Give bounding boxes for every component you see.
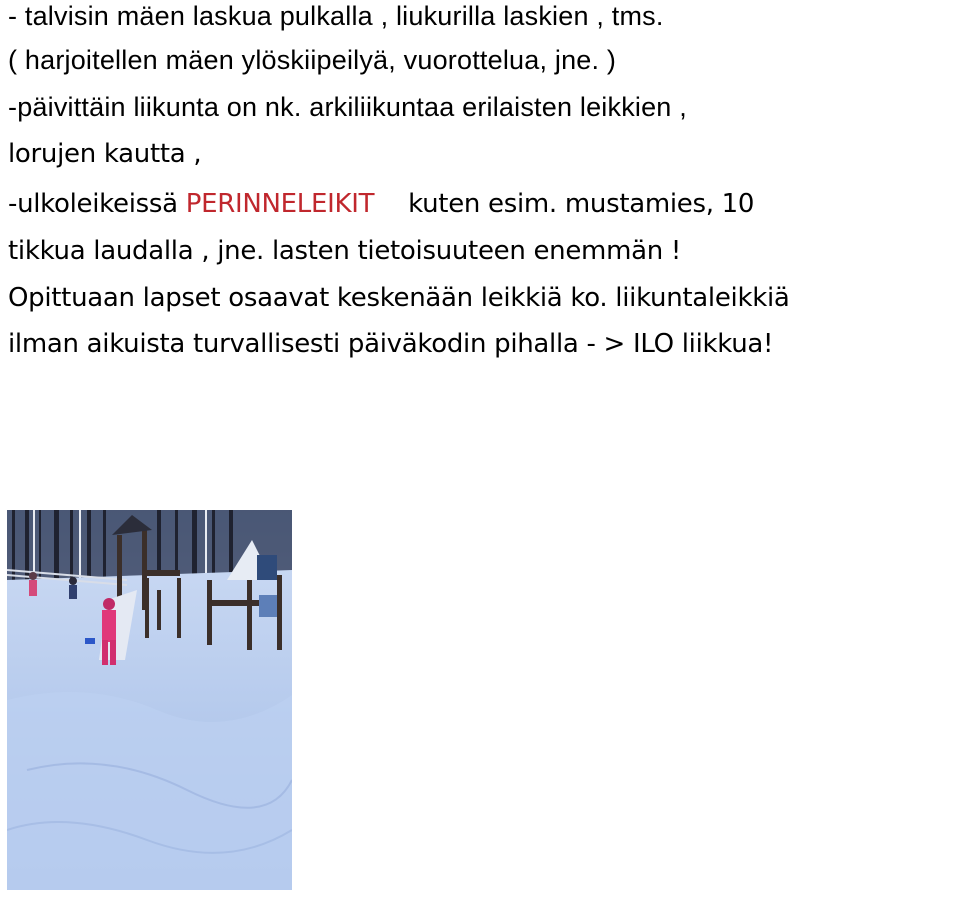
- winter-playground-image: [7, 510, 292, 890]
- text-line-2: ( harjoitellen mäen ylöskiipeilyä, vuorottelua, jne. ): [8, 45, 617, 75]
- text-line-5: [8, 175, 960, 223]
- text-line-3: -päivittäin liikunta on nk. arkiliikuntaa erilaisten leikkien ,: [8, 92, 687, 122]
- text-line-5-prefix: -ulkoleikeissä: [8, 189, 186, 219]
- text-line-8: ilman aikuista turvallisesti päiväkodin pihalla - > ILO liikkua!: [8, 329, 774, 359]
- text-line-7: Opittuaan lapset osaavat keskenään leikkiä ko. liikuntaleikkiä: [8, 283, 790, 313]
- playground-photo: [7, 510, 292, 890]
- slide-text: [8, 0, 960, 366]
- text-line-6: tikkua laudalla , jne. lasten tietoisuuteen enemmän !: [8, 236, 682, 266]
- text-line-4: lorujen kautta ,: [8, 139, 202, 169]
- text-line-1: - talvisin mäen laskua pulkalla , liukurilla laskien , tms.: [8, 1, 664, 31]
- text-line-5-suffix: kuten esim. mustamies, 10: [408, 189, 755, 219]
- highlight-perinneleikit: PERINNELEIKIT: [185, 189, 375, 219]
